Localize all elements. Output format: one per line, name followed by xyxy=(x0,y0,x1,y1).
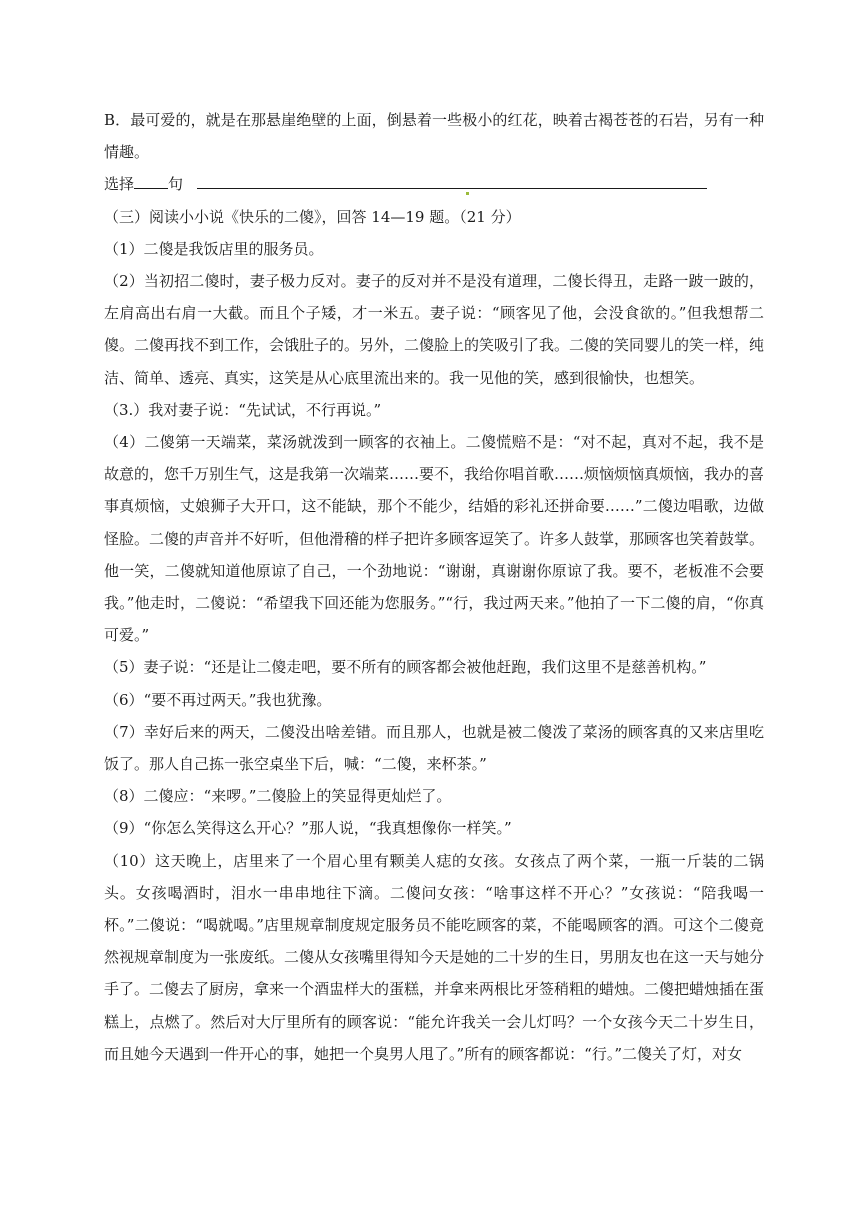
document-page xyxy=(104,104,764,1070)
paragraph-5: （5）妻子说：“还是让二傻走吧，要不所有的顾客都会被他赶跑，我们这里不是慈善机构。” xyxy=(104,658,707,677)
paragraph-10: （10）这天晚上，店里来了一个眉心里有颗美人痣的女孩。女孩点了两个菜，一瓶一斤装的二锅头。女孩喝酒时，泪水一串串地往下滴。二傻问女孩：“啥事这样不开心？”女孩说：“陪我喝一杯。”二傻说：“喝就喝。”店里规章制度规定服务员不能吃顾客的菜，不能喝顾客的酒。可这个二傻竟然视规章制度为一张废纸。二傻从女孩嘴里得知今天是她的二十岁的生日，男朋友也在这一天与她分手了。二傻去了厨房，拿来一个酒盅样大的蛋糕，并拿来两根比牙签稍粗的蜡烛。二傻把蜡烛插在蛋糕上，点燃了。然后对大厅里所有的顾客说：“能允许我关一会儿灯吗？一个女孩今天二十岁生日，而且她今天遇到一件开心的事，她把一个臭男人甩了。”所有的顾客都说：“行。”二傻关了灯，对女 xyxy=(104,851,765,1063)
paragraph-1: （1）二傻是我饭店里的服务员。 xyxy=(104,239,324,258)
paragraph-7: （7）幸好后来的两天，二傻没出啥差错。而且那人，也就是被二傻泼了菜汤的顾客真的又来店里吃饭了。那人自己拣一张空桌坐下后，喊：“二傻，来杯茶。” xyxy=(104,722,764,774)
answer-label-right: 句 xyxy=(168,175,184,194)
paragraph-6: （6）“要不再过两天。”我也犹豫。 xyxy=(104,690,332,709)
paragraph-8: （8）二傻应：“来啰。”二傻脸上的笑显得更灿烂了。 xyxy=(104,787,452,806)
option-b-text: B．最可爱的，就是在那悬崖绝壁的上面，倒悬着一些极小的红花，映着古褐苍苍的石岩，另有一种情趣。 xyxy=(104,111,764,162)
sentence-choice-blank[interactable] xyxy=(134,174,168,189)
answer-row xyxy=(104,168,764,200)
paragraph-4: （4）二傻第一天端菜，菜汤就泼到一顾客的衣袖上。二傻慌赔不是：“对不起，真对不起，我不是故意的，您千万别生气，这是我第一次端菜……要不，我给你唱首歌……烦恼烦恼真烦恼，我办的喜事真烦恼，丈娘狮子大开口，这不能缺，那个不能少，结婚的彩礼还拼命要……”二傻边唱歌，边做怪脸。二傻的声音并不好听，但他滑稽的样子把许多顾客逗笑了。许多人鼓掌，那顾客也笑着鼓掌。他一笑，二傻就知道他原谅了自己，一个劲地说：“谢谢，真谢谢你原谅了我。要不，老板准不会要我。”他走时，二傻说：“希望我下回还能为您服务。”“行，我过两天来。”他拍了一下二傻的肩，“你真可爱。” xyxy=(104,433,765,645)
paragraph-3: （3.）我对妻子说：“先试试，不行再说。” xyxy=(104,400,382,419)
paragraph-9: （9）“你怎么笑得这么开心？”那人说，“我真想像你一样笑。” xyxy=(104,819,512,838)
answer-blank-line[interactable] xyxy=(197,174,707,189)
paragraph-2: （2）当初招二傻时，妻子极力反对。妻子的反对并不是没有道理，二傻长得丑，走路一跛一跛的，左肩高出右肩一大截。而且个子矮，才一米五。妻子说：“顾客见了他，会没食欲的。”但我想帮二傻。二傻再找不到工作，会饿肚子的。另外，二傻脸上的笑吸引了我。二傻的笑同婴儿的笑一样，纯洁、简单、透亮、真实，这笑是从心底里流出来的。我一见他的笑，感到很愉快，也想笑。 xyxy=(104,272,765,387)
section-heading: （三）阅读小小说《快乐的二傻》，回答 14—19 题。（21 分） xyxy=(104,207,521,226)
green-dot-mark xyxy=(466,192,469,195)
answer-label-left: 选择 xyxy=(104,175,135,194)
